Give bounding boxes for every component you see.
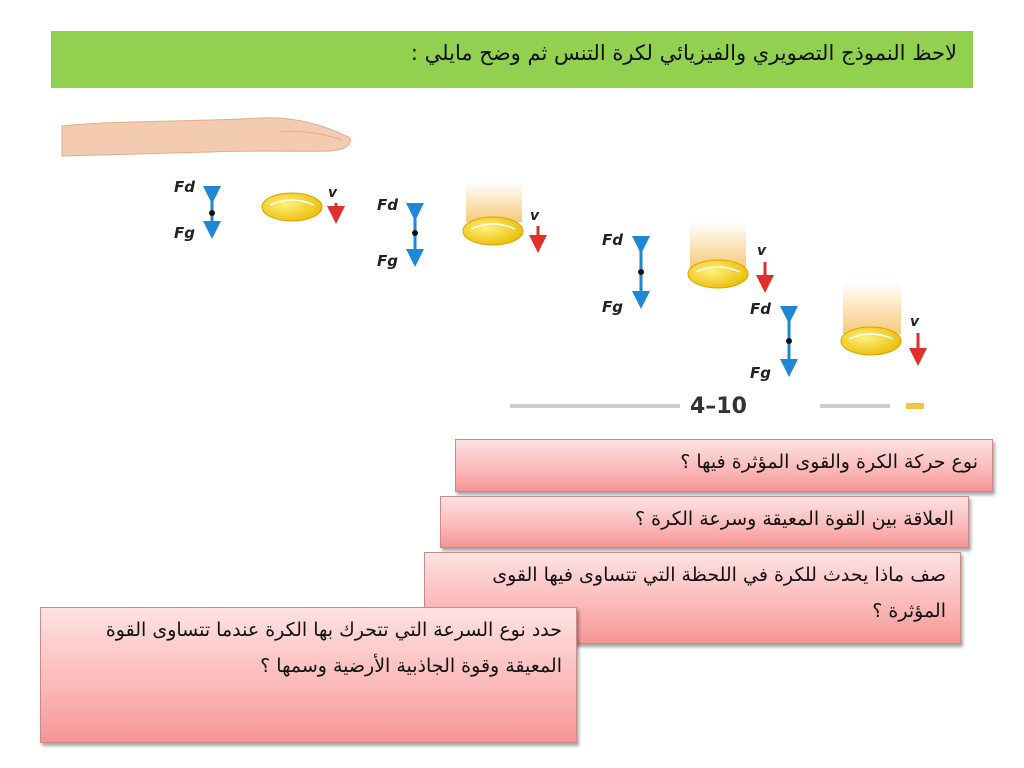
fd-label: Fd — [377, 196, 398, 214]
svg-text:Fd — [174, 178, 195, 196]
question-2-text: العلاقة بين القوة المعيقة وسرعة الكرة ؟ — [635, 508, 954, 530]
ball-stage-2 — [377, 182, 540, 270]
tennis-ball-diagram — [0, 95, 1024, 425]
v-label: v — [757, 243, 767, 259]
svg-text:v — [328, 185, 338, 201]
svg-text:Fd — [750, 300, 771, 318]
hand-image — [62, 118, 350, 156]
fg-label: Fg — [602, 298, 623, 316]
ball-trail — [466, 182, 522, 222]
figure-caption-fragment — [510, 394, 924, 419]
fd-label: Fd — [174, 178, 195, 196]
question-4-text: حدد نوع السرعة التي تتحرك بها الكرة عندما تتساوى القوة المعيقة وقوة الجاذبية الأرضية وسمها ؟ — [105, 619, 562, 677]
ball-stage-4 — [750, 282, 920, 382]
v-label: v — [910, 314, 920, 330]
title-banner — [51, 31, 973, 88]
v-label: v — [530, 208, 540, 224]
ball-stage-3 — [602, 222, 767, 316]
svg-text:Fg — [602, 298, 623, 316]
figure-number: 4–10 — [690, 394, 747, 419]
fg-label: Fg — [174, 224, 195, 242]
fg-label: Fg — [377, 252, 398, 270]
fg-label: Fg — [750, 364, 771, 382]
svg-text:Fg — [750, 364, 771, 382]
svg-text:v — [910, 314, 920, 330]
svg-text:v — [530, 208, 540, 224]
svg-text:Fd — [377, 196, 398, 214]
question-1-text: نوع حركة الكرة والقوى المؤثرة فيها ؟ — [680, 451, 978, 473]
svg-text:Fd — [602, 231, 623, 249]
fd-label: Fd — [602, 231, 623, 249]
question-1-box — [455, 439, 993, 492]
question-2-box — [440, 496, 969, 548]
v-label: v — [328, 185, 338, 201]
svg-text:Fg — [377, 252, 398, 270]
fd-label: Fd — [750, 300, 771, 318]
question-4-box — [40, 607, 577, 743]
slide-title: لاحظ النموذج التصويري والفيزيائي لكرة التنس ثم وضح مايلي : — [410, 41, 957, 65]
svg-text:Fg — [174, 224, 195, 242]
svg-text:4–10 — [690, 394, 747, 419]
ball-trail — [843, 282, 901, 334]
svg-text:v — [757, 243, 767, 259]
ball-stage-1 — [174, 178, 338, 242]
question-3-text: صف ماذا يحدث للكرة في اللحظة التي تتساوى فيها القوى المؤثرة ؟ — [492, 564, 946, 622]
